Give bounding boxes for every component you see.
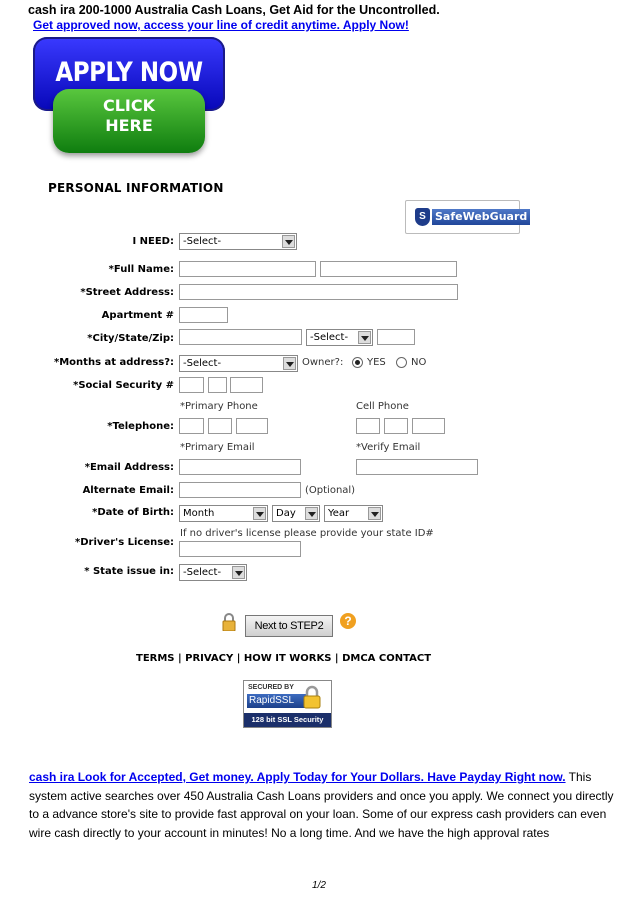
chevron-down-icon [368, 507, 381, 520]
dob-day-value: Day [276, 508, 296, 519]
phone-area-input[interactable] [179, 418, 204, 434]
click-line-1: CLICK [102, 96, 156, 115]
first-name-input[interactable] [179, 261, 316, 277]
cell-prefix-input[interactable] [384, 418, 408, 434]
body-paragraph [29, 768, 614, 842]
click-here-text [53, 96, 205, 136]
cash-ira-link[interactable]: cash ira Look for Accepted, Get money. Apply Today for Your Dollars. Have Payday Right now. [29, 770, 566, 784]
rapidssl-badge [243, 680, 332, 728]
label-date-of-birth: *Date of Birth: [92, 507, 174, 518]
click-here-button[interactable] [53, 89, 205, 153]
label-street-address: *Street Address: [80, 287, 174, 298]
owner-no-label: NO [411, 357, 427, 368]
primary-email-label: *Primary Email [180, 442, 255, 453]
owner-yes-radio[interactable] [352, 357, 363, 368]
label-city-state-zip: *City/State/Zip: [87, 333, 174, 344]
dob-month-value: Month [183, 508, 215, 519]
cell-phone-label: Cell Phone [356, 401, 409, 412]
chevron-down-icon [282, 235, 295, 248]
owner-no-radio[interactable] [396, 357, 407, 368]
label-email: *Email Address: [84, 462, 174, 473]
months-select[interactable] [179, 355, 298, 372]
cell-line-input[interactable] [412, 418, 445, 434]
lock-icon [222, 613, 236, 631]
chevron-down-icon [358, 331, 371, 344]
zip-input[interactable] [377, 329, 415, 345]
state-issue-select[interactable] [179, 564, 247, 581]
ssl-brand: RapidSSL [247, 694, 307, 708]
owner-label: Owner?: [302, 357, 344, 368]
state-select[interactable] [306, 329, 373, 346]
click-line-2: HERE [105, 116, 153, 135]
last-name-input[interactable] [320, 261, 457, 277]
label-apartment: Apartment # [101, 310, 174, 321]
phone-line-input[interactable] [236, 418, 268, 434]
safewebguard-badge [405, 200, 528, 234]
primary-phone-label: *Primary Phone [180, 401, 258, 412]
safewebguard-label: SafeWebGuard [432, 209, 530, 225]
apply-now-link[interactable]: Get approved now, access your line of credit anytime. Apply Now! [33, 18, 409, 32]
street-address-input[interactable] [179, 284, 458, 300]
i-need-value: -Select- [183, 236, 222, 247]
chevron-down-icon [305, 507, 318, 520]
dob-year-select[interactable] [324, 505, 383, 522]
help-icon[interactable]: ? [340, 613, 356, 629]
shield-icon: S [415, 208, 430, 226]
optional-label: (Optional) [305, 485, 356, 496]
chevron-down-icon [253, 507, 266, 520]
label-ssn: *Social Security # [73, 380, 174, 391]
dob-month-select[interactable] [179, 505, 268, 522]
label-telephone: *Telephone: [107, 421, 174, 432]
apply-now-banner[interactable] [33, 37, 225, 155]
alternate-email-input[interactable] [179, 482, 301, 498]
email-input[interactable] [179, 459, 301, 475]
i-need-select[interactable] [179, 233, 297, 250]
label-alternate-email: Alternate Email: [82, 485, 174, 496]
chevron-down-icon [283, 357, 296, 370]
chevron-down-icon [232, 566, 245, 579]
label-months-at-address: *Months at address?: [54, 357, 174, 368]
months-value: -Select- [183, 358, 222, 369]
dob-year-value: Year [328, 508, 350, 519]
ssl-secured-by: SECURED BY [248, 684, 294, 691]
next-step-button[interactable]: Next to STEP2 [245, 615, 333, 637]
label-full-name: *Full Name: [108, 264, 174, 275]
body-text: This system active searches over 450 Australia Cash Loans providers and once you apply. We connect you directly to a advance store's site to provide fast approval on your loan. Some of our express cash providers can even wire cash directly to your account in minutes! No a long time. And we have the high approval rates [29, 770, 614, 840]
verify-email-input[interactable] [356, 459, 478, 475]
drivers-license-input[interactable] [179, 541, 301, 557]
verify-email-label: *Verify Email [356, 442, 421, 453]
label-drivers-license: *Driver's License: [75, 537, 174, 548]
footer-links[interactable]: TERMS | PRIVACY | HOW IT WORKS | DMCA CONTACT [136, 653, 432, 664]
license-hint: If no driver's license please provide your state ID# [180, 528, 434, 539]
ssn-part-1-input[interactable] [179, 377, 204, 393]
apply-now-text: APPLY NOW [55, 57, 203, 88]
page-number: 1/2 [312, 880, 326, 891]
label-i-need: I NEED: [132, 236, 174, 247]
padlock-icon [302, 685, 322, 709]
label-state-issue: * State issue in: [84, 566, 174, 577]
state-value: -Select- [310, 332, 349, 343]
section-title: PERSONAL INFORMATION [48, 181, 224, 195]
apartment-input[interactable] [179, 307, 228, 323]
city-input[interactable] [179, 329, 302, 345]
ssn-part-2-input[interactable] [208, 377, 227, 393]
ssn-part-3-input[interactable] [230, 377, 263, 393]
owner-yes-label: YES [367, 357, 386, 368]
document-title: cash ira 200-1000 Australia Cash Loans, Get Aid for the Uncontrolled. [28, 3, 440, 17]
cell-area-input[interactable] [356, 418, 380, 434]
state-issue-value: -Select- [183, 567, 222, 578]
phone-prefix-input[interactable] [208, 418, 232, 434]
dob-day-select[interactable] [272, 505, 320, 522]
ssl-bits: 128 bit SSL Security [244, 713, 331, 727]
